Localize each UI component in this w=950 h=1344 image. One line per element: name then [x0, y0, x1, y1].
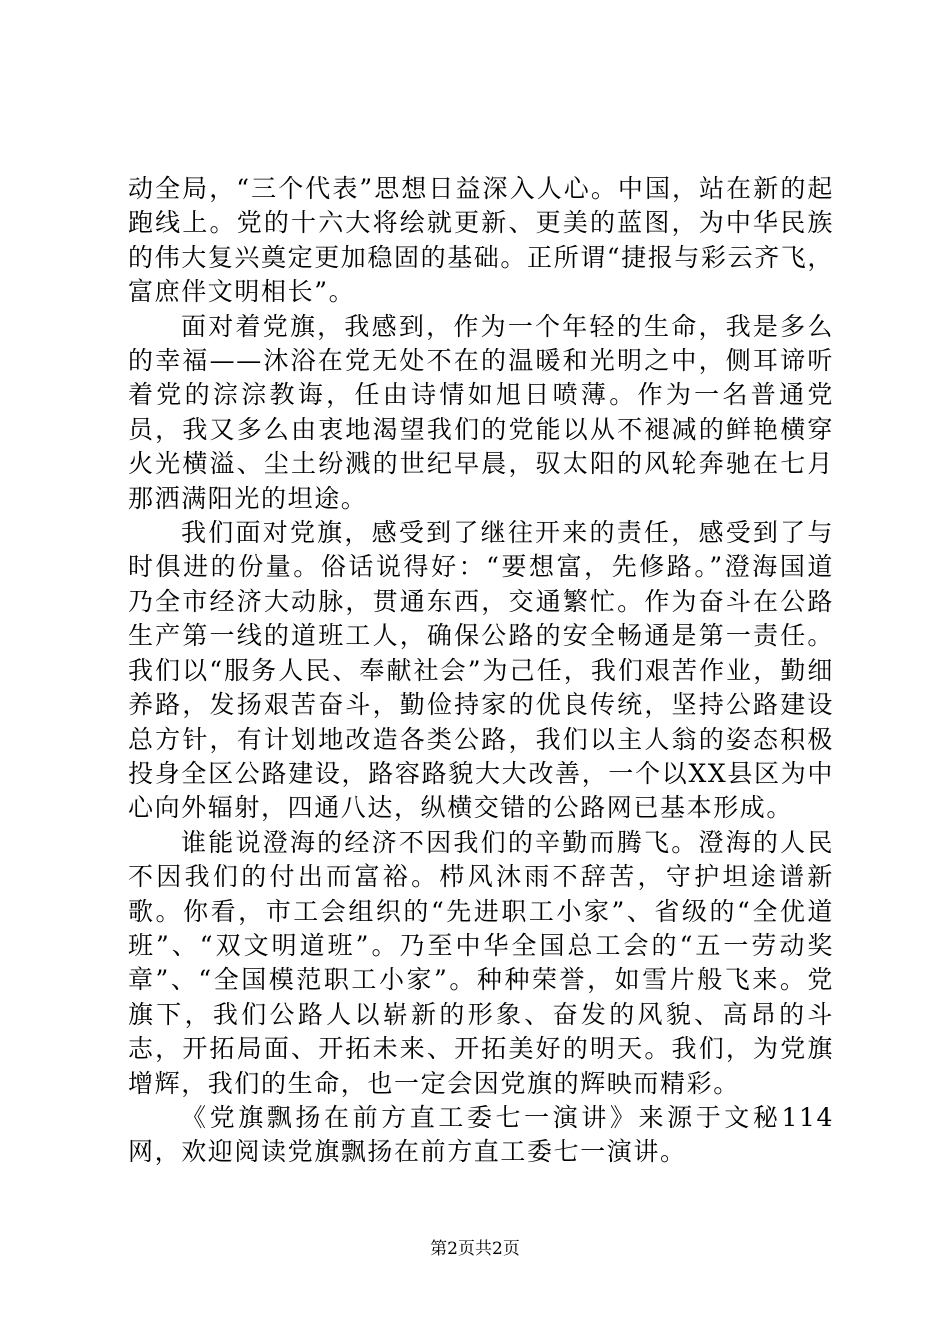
- paragraph-3: 我们面对党旗，感受到了继往开来的责任，感受到了与时俱进的份量。俗话说得好：“要想富，先修路。”澄海国道乃全市经济大动脉，贯通东西，交通繁忙。作为奋斗在公路生产第一线的道班工人，确保公路的安全畅通是第一责任。我们以“服务人民、奉献社会”为己任，我们艰苦作业，勤细养路，发扬艰苦奋斗，勤俭持家的优良传统，坚持公路建设总方针，有计划地改造各类公路，我们以主人翁的姿态积极投身全区公路建设，路容路貌大大改善，一个以XX县区为中心向外辐射，四通八达，纵横交错的公路网已基本形成。: [128, 518, 834, 823]
- paragraph-1: 动全局，“三个代表”思想日益深入人心。中国，站在新的起跑线上。党的十六大将绘就更新、更美的蓝图，为中华民族的伟大复兴奠定更加稳固的基础。正所谓“捷报与彩云齐飞，富庶伴文明相长”。: [128, 174, 834, 307]
- page-footer: [0, 1238, 950, 1260]
- document-body: [128, 172, 834, 1170]
- page-number: 第2页: [430, 1239, 475, 1259]
- page-total: 共2页: [475, 1239, 520, 1259]
- paragraph-4: 谁能说澄海的经济不因我们的辛勤而腾飞。澄海的人民不因我们的付出而富裕。栉风沐雨不辞苦，守护坦途谱新歌。你看，市工会组织的“先进职工小家”、省级的“全优道班”、“双文明道班”。乃至中华全国总工会的“五一劳动奖章”、“全国模范职工小家”。种种荣誉，如雪片般飞来。党旗下，我们公路人以崭新的形象、奋发的风貌、高昂的斗志，开拓局面、开拓未来、开拓美好的明天。我们，为党旗增辉，我们的生命，也一定会因党旗的辉映而精彩。: [128, 827, 834, 1098]
- paragraph-2: 面对着党旗，我感到，作为一个年轻的生命，我是多么的幸福——沐浴在党无处不在的温暖和光明之中，侧耳谛听着党的淙淙教诲，任由诗情如旭日喷薄。作为一名普通党员，我又多么由衷地渴望我们的党能以从不褪减的鲜艳横穿火光横溢、尘土纷溅的世纪早晨，驭太阳的风轮奔驰在七月那洒满阳光的坦途。: [128, 311, 834, 513]
- paragraph-5: 《党旗飘扬在前方直工委七一演讲》来源于文秘114网，欢迎阅读党旗飘扬在前方直工委七一演讲。: [128, 1102, 834, 1167]
